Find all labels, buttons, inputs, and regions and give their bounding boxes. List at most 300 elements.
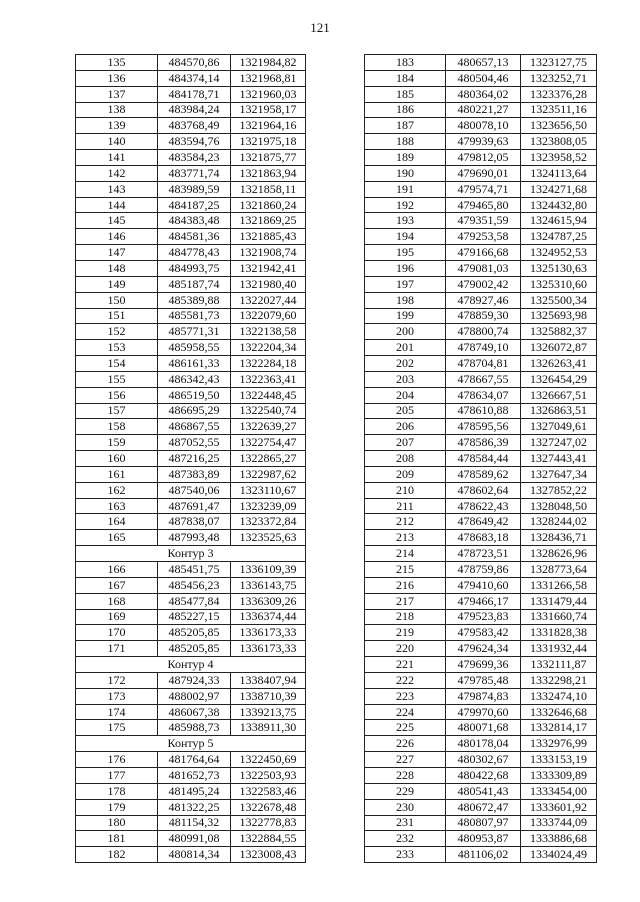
y-coordinate-cell: 1323127,75 [521, 55, 597, 71]
y-coordinate-cell: 1323372,84 [231, 514, 306, 530]
table-row [365, 276, 597, 292]
x-coordinate-cell: 480657,13 [446, 55, 521, 71]
table-row [76, 767, 306, 783]
point-number-cell: 166 [76, 562, 158, 578]
y-coordinate-cell: 1333744,09 [521, 815, 597, 831]
table-row [365, 435, 597, 451]
table-row [76, 466, 306, 482]
point-number-cell: 151 [76, 308, 158, 324]
x-coordinate-cell: 481322,25 [158, 799, 231, 815]
table-row [76, 435, 306, 451]
table-row [365, 720, 597, 736]
y-coordinate-cell: 1328436,71 [521, 530, 597, 546]
y-coordinate-cell: 1323110,67 [231, 482, 306, 498]
y-coordinate-cell: 1324432,80 [521, 197, 597, 213]
x-coordinate-cell: 487993,48 [158, 530, 231, 546]
point-number-cell: 175 [76, 720, 158, 736]
y-coordinate-cell: 1331932,44 [521, 641, 597, 657]
x-coordinate-cell: 478649,42 [446, 514, 521, 530]
point-number-cell: 194 [365, 229, 446, 245]
y-coordinate-cell: 1333601,92 [521, 799, 597, 815]
x-coordinate-cell: 486161,33 [158, 356, 231, 372]
y-coordinate-cell: 1333886,68 [521, 831, 597, 847]
x-coordinate-cell: 483594,76 [158, 134, 231, 150]
point-number-cell: 157 [76, 403, 158, 419]
x-coordinate-cell: 478667,55 [446, 371, 521, 387]
x-coordinate-cell: 481495,24 [158, 783, 231, 799]
y-coordinate-cell: 1323376,28 [521, 86, 597, 102]
y-coordinate-cell: 1322678,48 [231, 799, 306, 815]
x-coordinate-cell: 480672,47 [446, 799, 521, 815]
x-coordinate-cell: 479699,36 [446, 657, 521, 673]
point-number-cell: 228 [365, 767, 446, 783]
table-row [76, 641, 306, 657]
x-coordinate-cell: 479253,58 [446, 229, 521, 245]
y-coordinate-cell: 1322363,41 [231, 371, 306, 387]
table-row [76, 197, 306, 213]
y-coordinate-cell: 1331479,44 [521, 593, 597, 609]
table-row [365, 150, 597, 166]
table-row [76, 419, 306, 435]
table-row [76, 562, 306, 578]
point-number-cell: 204 [365, 387, 446, 403]
y-coordinate-cell: 1322204,34 [231, 340, 306, 356]
point-number-cell: 210 [365, 482, 446, 498]
x-coordinate-cell: 488002,97 [158, 688, 231, 704]
point-number-cell: 193 [365, 213, 446, 229]
y-coordinate-cell: 1327647,34 [521, 466, 597, 482]
y-coordinate-cell: 1323511,16 [521, 102, 597, 118]
x-coordinate-cell: 479624,34 [446, 641, 521, 657]
contour-header-row [76, 546, 306, 562]
table-row [76, 799, 306, 815]
table-row [365, 609, 597, 625]
y-coordinate-cell: 1336109,39 [231, 562, 306, 578]
point-number-cell: 199 [365, 308, 446, 324]
point-number-cell: 211 [365, 498, 446, 514]
point-number-cell: 190 [365, 165, 446, 181]
point-number-cell: 173 [76, 688, 158, 704]
table-row [365, 451, 597, 467]
x-coordinate-cell: 484778,43 [158, 245, 231, 261]
x-coordinate-cell: 479690,01 [446, 165, 521, 181]
table-row [76, 229, 306, 245]
table-row [76, 783, 306, 799]
point-number-cell: 155 [76, 371, 158, 387]
x-coordinate-cell: 484570,86 [158, 55, 231, 71]
point-number-cell: 172 [76, 672, 158, 688]
table-row [365, 767, 597, 783]
x-coordinate-cell: 485205,85 [158, 625, 231, 641]
y-coordinate-cell: 1338710,39 [231, 688, 306, 704]
x-coordinate-cell: 485227,15 [158, 609, 231, 625]
point-number-cell: 187 [365, 118, 446, 134]
table-row [76, 371, 306, 387]
y-coordinate-cell: 1324615,94 [521, 213, 597, 229]
x-coordinate-cell: 480991,08 [158, 831, 231, 847]
x-coordinate-cell: 478859,30 [446, 308, 521, 324]
y-coordinate-cell: 1322754,47 [231, 435, 306, 451]
y-coordinate-cell: 1326454,29 [521, 371, 597, 387]
x-coordinate-cell: 480071,68 [446, 720, 521, 736]
point-number-cell: 162 [76, 482, 158, 498]
table-row [365, 419, 597, 435]
x-coordinate-cell: 484187,25 [158, 197, 231, 213]
y-coordinate-cell: 1322884,55 [231, 831, 306, 847]
point-number-cell: 207 [365, 435, 446, 451]
x-coordinate-cell: 485389,88 [158, 292, 231, 308]
table-row [76, 165, 306, 181]
table-row [365, 530, 597, 546]
y-coordinate-cell: 1338407,94 [231, 672, 306, 688]
y-coordinate-cell: 1321885,43 [231, 229, 306, 245]
table-row [365, 657, 597, 673]
table-row [365, 514, 597, 530]
x-coordinate-cell: 479166,68 [446, 245, 521, 261]
point-number-cell: 197 [365, 276, 446, 292]
table-row [365, 292, 597, 308]
x-coordinate-cell: 478610,88 [446, 403, 521, 419]
y-coordinate-cell: 1322778,83 [231, 815, 306, 831]
point-number-cell: 217 [365, 593, 446, 609]
y-coordinate-cell: 1323656,50 [521, 118, 597, 134]
x-coordinate-cell: 485187,74 [158, 276, 231, 292]
y-coordinate-cell: 1321960,03 [231, 86, 306, 102]
point-number-cell: 146 [76, 229, 158, 245]
table-row [76, 292, 306, 308]
point-number-cell: 212 [365, 514, 446, 530]
table-row [76, 260, 306, 276]
y-coordinate-cell: 1322987,62 [231, 466, 306, 482]
x-coordinate-cell: 484374,14 [158, 70, 231, 86]
x-coordinate-cell: 487838,07 [158, 514, 231, 530]
y-coordinate-cell: 1333153,19 [521, 752, 597, 768]
y-coordinate-cell: 1332814,17 [521, 720, 597, 736]
x-coordinate-cell: 487383,89 [158, 466, 231, 482]
point-number-cell: 177 [76, 767, 158, 783]
y-coordinate-cell: 1331660,74 [521, 609, 597, 625]
point-number-cell: 154 [76, 356, 158, 372]
table-row [76, 403, 306, 419]
point-number-cell: 203 [365, 371, 446, 387]
table-row [76, 514, 306, 530]
x-coordinate-cell: 486695,29 [158, 403, 231, 419]
x-coordinate-cell: 487540,06 [158, 482, 231, 498]
y-coordinate-cell: 1336173,33 [231, 641, 306, 657]
x-coordinate-cell: 478634,07 [446, 387, 521, 403]
point-number-cell: 174 [76, 704, 158, 720]
x-coordinate-cell: 485771,31 [158, 324, 231, 340]
y-coordinate-cell: 1334024,49 [521, 847, 597, 863]
point-number-cell: 153 [76, 340, 158, 356]
table-row [365, 752, 597, 768]
y-coordinate-cell: 1333309,89 [521, 767, 597, 783]
x-coordinate-cell: 486519,50 [158, 387, 231, 403]
y-coordinate-cell: 1328244,02 [521, 514, 597, 530]
x-coordinate-cell: 485958,55 [158, 340, 231, 356]
x-coordinate-cell: 485477,84 [158, 593, 231, 609]
table-row [76, 150, 306, 166]
x-coordinate-cell: 478602,64 [446, 482, 521, 498]
point-number-cell: 179 [76, 799, 158, 815]
table-row [76, 86, 306, 102]
x-coordinate-cell: 484383,48 [158, 213, 231, 229]
table-row [76, 609, 306, 625]
y-coordinate-cell: 1322540,74 [231, 403, 306, 419]
table-row [365, 736, 597, 752]
y-coordinate-cell: 1336309,26 [231, 593, 306, 609]
point-number-cell: 216 [365, 577, 446, 593]
point-number-cell: 167 [76, 577, 158, 593]
point-number-cell: 156 [76, 387, 158, 403]
x-coordinate-cell: 479874,83 [446, 688, 521, 704]
point-number-cell: 183 [365, 55, 446, 71]
x-coordinate-cell: 485456,23 [158, 577, 231, 593]
x-coordinate-cell: 480078,10 [446, 118, 521, 134]
table-row [76, 213, 306, 229]
x-coordinate-cell: 485581,73 [158, 308, 231, 324]
contour-header-row [76, 736, 306, 752]
y-coordinate-cell: 1321942,41 [231, 260, 306, 276]
table-row [365, 403, 597, 419]
y-coordinate-cell: 1321875,77 [231, 150, 306, 166]
table-row [76, 831, 306, 847]
y-coordinate-cell: 1322450,69 [231, 752, 306, 768]
point-number-cell: 230 [365, 799, 446, 815]
x-coordinate-cell: 485988,73 [158, 720, 231, 736]
x-coordinate-cell: 478584,44 [446, 451, 521, 467]
y-coordinate-cell: 1328048,50 [521, 498, 597, 514]
x-coordinate-cell: 479939,63 [446, 134, 521, 150]
table-row [76, 815, 306, 831]
table-row [365, 498, 597, 514]
point-number-cell: 181 [76, 831, 158, 847]
x-coordinate-cell: 487216,25 [158, 451, 231, 467]
point-number-cell: 195 [365, 245, 446, 261]
point-number-cell: 233 [365, 847, 446, 863]
point-number-cell: 169 [76, 609, 158, 625]
point-number-cell: 145 [76, 213, 158, 229]
y-coordinate-cell: 1321869,25 [231, 213, 306, 229]
point-number-cell: 171 [76, 641, 158, 657]
x-coordinate-cell: 480807,97 [446, 815, 521, 831]
y-coordinate-cell: 1328626,96 [521, 546, 597, 562]
table-row [76, 530, 306, 546]
y-coordinate-cell: 1323525,63 [231, 530, 306, 546]
x-coordinate-cell: 485205,85 [158, 641, 231, 657]
table-row [365, 245, 597, 261]
table-row [365, 672, 597, 688]
x-coordinate-cell: 478749,10 [446, 340, 521, 356]
point-number-cell: 229 [365, 783, 446, 799]
x-coordinate-cell: 478589,62 [446, 466, 521, 482]
y-coordinate-cell: 1325130,63 [521, 260, 597, 276]
x-coordinate-cell: 478927,46 [446, 292, 521, 308]
table-row [76, 498, 306, 514]
table-row [76, 276, 306, 292]
table-row [76, 577, 306, 593]
y-coordinate-cell: 1322284,18 [231, 356, 306, 372]
x-coordinate-cell: 479523,83 [446, 609, 521, 625]
x-coordinate-cell: 480814,34 [158, 847, 231, 863]
point-number-cell: 192 [365, 197, 446, 213]
point-number-cell: 148 [76, 260, 158, 276]
table-row [365, 356, 597, 372]
table-row [365, 86, 597, 102]
y-coordinate-cell: 1332646,68 [521, 704, 597, 720]
point-number-cell: 220 [365, 641, 446, 657]
point-number-cell: 176 [76, 752, 158, 768]
point-number-cell: 185 [365, 86, 446, 102]
table-row [365, 118, 597, 134]
point-number-cell: 150 [76, 292, 158, 308]
y-coordinate-cell: 1321968,81 [231, 70, 306, 86]
y-coordinate-cell: 1321958,17 [231, 102, 306, 118]
point-number-cell: 226 [365, 736, 446, 752]
x-coordinate-cell: 479002,42 [446, 276, 521, 292]
point-number-cell: 142 [76, 165, 158, 181]
y-coordinate-cell: 1338911,30 [231, 720, 306, 736]
y-coordinate-cell: 1322138,58 [231, 324, 306, 340]
table-row [365, 625, 597, 641]
y-coordinate-cell: 1328773,64 [521, 562, 597, 578]
y-coordinate-cell: 1323252,71 [521, 70, 597, 86]
table-row [365, 229, 597, 245]
point-number-cell: 138 [76, 102, 158, 118]
table-row [365, 181, 597, 197]
table-row [76, 625, 306, 641]
y-coordinate-cell: 1322027,44 [231, 292, 306, 308]
x-coordinate-cell: 483584,23 [158, 150, 231, 166]
point-number-cell: 196 [365, 260, 446, 276]
y-coordinate-cell: 1321980,40 [231, 276, 306, 292]
y-coordinate-cell: 1322079,60 [231, 308, 306, 324]
point-number-cell: 188 [365, 134, 446, 150]
point-number-cell: 223 [365, 688, 446, 704]
point-number-cell: 219 [365, 625, 446, 641]
table-row [76, 55, 306, 71]
table-row [365, 165, 597, 181]
table-row [365, 577, 597, 593]
y-coordinate-cell: 1323008,43 [231, 847, 306, 863]
y-coordinate-cell: 1322448,45 [231, 387, 306, 403]
table-row [365, 102, 597, 118]
x-coordinate-cell: 487924,33 [158, 672, 231, 688]
y-coordinate-cell: 1321975,18 [231, 134, 306, 150]
table-row [365, 831, 597, 847]
point-number-cell: 206 [365, 419, 446, 435]
table-row [365, 641, 597, 657]
x-coordinate-cell: 480221,27 [446, 102, 521, 118]
contour-header-row [76, 657, 306, 673]
table-row [365, 70, 597, 86]
point-number-cell: 227 [365, 752, 446, 768]
x-coordinate-cell: 478723,51 [446, 546, 521, 562]
point-number-cell: 141 [76, 150, 158, 166]
contour-label: Контур 3 [76, 546, 306, 562]
x-coordinate-cell: 479465,80 [446, 197, 521, 213]
point-number-cell: 224 [365, 704, 446, 720]
x-coordinate-cell: 481652,73 [158, 767, 231, 783]
x-coordinate-cell: 480364,02 [446, 86, 521, 102]
point-number-cell: 200 [365, 324, 446, 340]
point-number-cell: 201 [365, 340, 446, 356]
y-coordinate-cell: 1326863,51 [521, 403, 597, 419]
y-coordinate-cell: 1321858,11 [231, 181, 306, 197]
y-coordinate-cell: 1324787,25 [521, 229, 597, 245]
page-number: 121 [310, 20, 330, 35]
point-number-cell: 160 [76, 451, 158, 467]
point-number-cell: 213 [365, 530, 446, 546]
x-coordinate-cell: 486067,38 [158, 704, 231, 720]
x-coordinate-cell: 478586,39 [446, 435, 521, 451]
table-row [365, 55, 597, 71]
y-coordinate-cell: 1325310,60 [521, 276, 597, 292]
point-number-cell: 214 [365, 546, 446, 562]
x-coordinate-cell: 484581,36 [158, 229, 231, 245]
point-number-cell: 186 [365, 102, 446, 118]
point-number-cell: 161 [76, 466, 158, 482]
x-coordinate-cell: 483768,49 [158, 118, 231, 134]
x-coordinate-cell: 479785,48 [446, 672, 521, 688]
point-number-cell: 158 [76, 419, 158, 435]
y-coordinate-cell: 1326263,41 [521, 356, 597, 372]
point-number-cell: 205 [365, 403, 446, 419]
y-coordinate-cell: 1339213,75 [231, 704, 306, 720]
point-number-cell: 164 [76, 514, 158, 530]
table-row [365, 847, 597, 863]
table-row [365, 134, 597, 150]
x-coordinate-cell: 480541,43 [446, 783, 521, 799]
x-coordinate-cell: 479351,59 [446, 213, 521, 229]
y-coordinate-cell: 1333454,00 [521, 783, 597, 799]
table-row [76, 672, 306, 688]
x-coordinate-cell: 484993,75 [158, 260, 231, 276]
point-number-cell: 221 [365, 657, 446, 673]
y-coordinate-cell: 1336173,33 [231, 625, 306, 641]
table-row [76, 387, 306, 403]
point-number-cell: 208 [365, 451, 446, 467]
y-coordinate-cell: 1327852,22 [521, 482, 597, 498]
table-row [365, 466, 597, 482]
table-row [76, 593, 306, 609]
table-row [365, 197, 597, 213]
x-coordinate-cell: 479466,17 [446, 593, 521, 609]
table-row [365, 815, 597, 831]
x-coordinate-cell: 478622,43 [446, 498, 521, 514]
y-coordinate-cell: 1332976,99 [521, 736, 597, 752]
table-row [76, 356, 306, 372]
x-coordinate-cell: 480953,87 [446, 831, 521, 847]
y-coordinate-cell: 1332111,87 [521, 657, 597, 673]
point-number-cell: 139 [76, 118, 158, 134]
x-coordinate-cell: 486342,43 [158, 371, 231, 387]
point-number-cell: 135 [76, 55, 158, 71]
point-number-cell: 168 [76, 593, 158, 609]
point-number-cell: 140 [76, 134, 158, 150]
table-row [76, 451, 306, 467]
y-coordinate-cell: 1321984,82 [231, 55, 306, 71]
x-coordinate-cell: 480302,67 [446, 752, 521, 768]
point-number-cell: 147 [76, 245, 158, 261]
point-number-cell: 144 [76, 197, 158, 213]
y-coordinate-cell: 1323239,09 [231, 498, 306, 514]
x-coordinate-cell: 487691,47 [158, 498, 231, 514]
x-coordinate-cell: 481764,64 [158, 752, 231, 768]
point-number-cell: 143 [76, 181, 158, 197]
y-coordinate-cell: 1336374,44 [231, 609, 306, 625]
y-coordinate-cell: 1327049,61 [521, 419, 597, 435]
